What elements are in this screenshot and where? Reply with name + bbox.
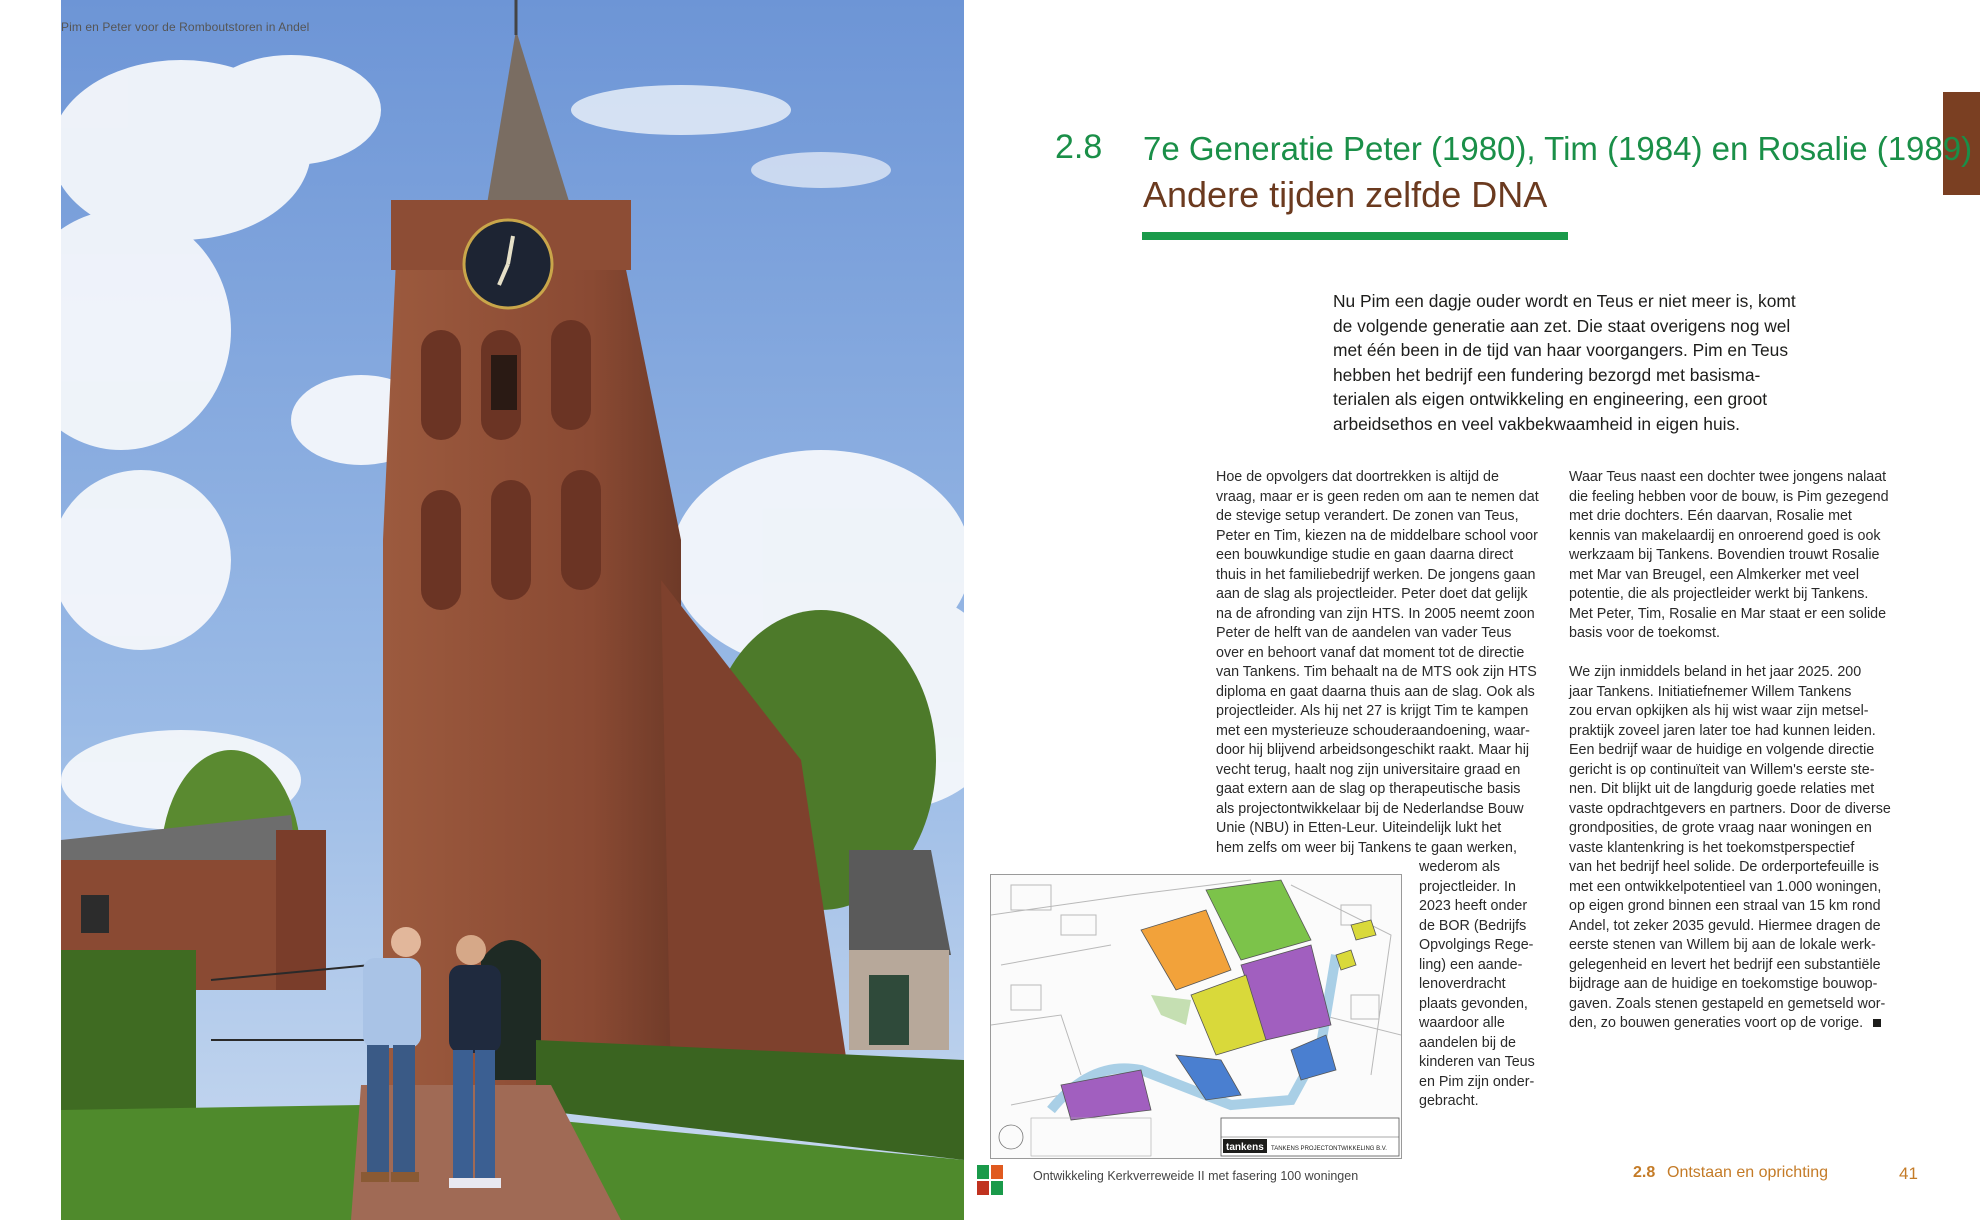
grass: [61, 1105, 361, 1220]
tankens-logo-icon: [977, 1165, 1003, 1195]
section-title: 7e Generatie Peter (1980), Tim (1984) en Rosalie (1989): [1143, 130, 1973, 167]
body-column-2-continued: [1569, 663, 1909, 1034]
section-subtitle: Andere tijden zelfde DNA: [1143, 174, 1548, 215]
map-company-full: TANKENS PROJECTONTWIKKELING B.V.: [1271, 1146, 1387, 1152]
map-caption: Ontwikkeling Kerkverreweide II met fasering 100 woningen: [1033, 1169, 1359, 1183]
church-photo: [61, 0, 964, 1220]
page-number: 41: [1899, 1164, 1918, 1183]
map-company-label: tankens: [1226, 1142, 1264, 1153]
heading-underline: [1142, 232, 1568, 240]
running-section-number: 2.8: [1633, 1164, 1656, 1181]
photo-caption: Pim en Peter voor de Romboutstoren in Andel: [61, 20, 310, 34]
body-column-1: Hoe de opvolgers dat doortrekken is altijd de vraag, maar er is geen reden om aan te nemen dat de stevige setup verandert. De zonen van Teus, Peter en Tim, kiezen na de middelbare school voor een bouwkundige studie en gaan daarna direct thuis in het familiebedrijf werken. De jongens gaan aan de slag als projectleider. Peter doet dat gelijk na de afronding van zijn HTS. In 2005 neemt zoon Peter de helft van de aandelen van vader Teus over en behoort vanaf dat moment tot de directie van Tankens. Tim behaalt na de MTS ook zijn HTS diploma en gaat daarna thuis aan de slag. Ook als projectleider. Als hij net 27 is krijgt Tim te kampen met een mysterieuze schouderaandoening, waar- door hij blijvend arbeidsongeschikt raakt. Maar hij vecht terug, haalt nog zijn universitaire graad en gaat extern aan de slag op therapeutische basis als projectontwikkelaar bij de Nederlandse Bouw Unie (NBU) in Etten-Leur. Uiteindelijk lukt het hem zelfs om weer bij Tankens te gaan werken,: [1216, 469, 1539, 856]
hedge: [61, 950, 196, 1110]
body-column-2-continued-text: We zijn inmiddels beland in het jaar 2025. 200 jaar Tankens. Initiatiefnemer Willem Tankens zou ervan opkijken als hij wist waar zijn metsel- praktijk zoveel jaren later toe had kunnen leiden. Een bedrijf waar de huidige en volgende directie gericht is op continuïteit van Willem's eerste ste- nen. Dit blijkt uit de langdurig goede relaties met vaste opdrachtgevers en partners. Door de diverse grondposities, de grote vraag naar woningen en vaste klantenkring is het toekomstperspectief van het bedrijf heel solide. De orderportefeuille is met een ontwikkelpotentieel van 1.000 woningen, op eigen grond binnen een straal van 15 km rond Andel, tot zeker 2035 gevuld. Hiermee dragen de eerste stenen van Willem bij aan de lokale werk- gelegenheid en levert het bedrijf een substantiële bijdrage aan de huidige en toekomstige bouwop- gaven. Zoals stenen gestapeld en gemetseld wor- den, zo bouwen generaties voort op de vorige.: [1569, 664, 1891, 1031]
end-mark: [1873, 1019, 1881, 1027]
section-number: 2.8: [1055, 128, 1103, 166]
person-peter: [449, 935, 501, 1188]
body-column-1-continued: wederom als projectleider. In 2023 heeft onder de BOR (Bedrijfs Opvolgings Rege- ling) een aande- lenoverdracht plaats gevonden, waardoor alle aandelen bij de kinderen van Teus en Pim zijn onder- gebracht.: [1419, 859, 1535, 1109]
site-plan-map: [990, 874, 1402, 1159]
running-section-title: Ontstaan en oprichting: [1667, 1164, 1828, 1181]
body-column-2: Waar Teus naast een dochter twee jongens nalaat die feeling hebben voor de bouw, is Pim gezegend met drie dochters. Eén daarvan, Rosalie met kennis van makelaardij en onroerend goed is ook werkzaam bij Tankens. Bovendien trouwt Rosalie met Mar van Breugel, een Almkerker met veel potentie, die als projectleider werkt bij Tankens. Met Peter, Tim, Rosalie en Mar staat er een solide basis voor de toekomst.: [1569, 469, 1889, 641]
intro-paragraph: Nu Pim een dagje ouder wordt en Teus er niet meer is, komt de volgende generatie aan zet. Die staat overigens nog wel met één been in de tijd van haar voorgangers. Pim en Teus hebben het bedrijf een fundering bezorgd met basisma-terialen als eigen ontwikkeling en engineering, een groot arbeidsethos en veel vakbekwaamheid in eigen huis.: [1333, 291, 1796, 434]
